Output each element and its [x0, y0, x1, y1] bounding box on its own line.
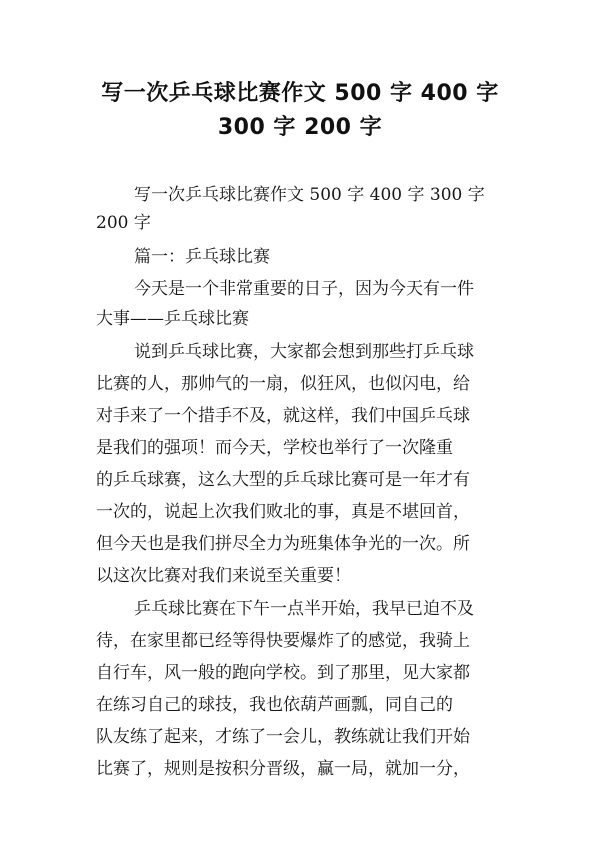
body-line: 今天是一个非常重要的日子，因为今天有一件 — [134, 279, 474, 299]
body-line: 说到乒乓球比赛，大家都会想到那些打乒乓球 — [134, 342, 474, 362]
body-line: 的乒乓球赛，这么大型的乒乓球比赛可是一年才有 — [96, 470, 470, 490]
body-line: 比赛的人，那帅气的一扇，似狂风，也似闪电，给 — [96, 374, 470, 394]
document-title-line-1: 写一次乒乓球比赛作文 500 字 400 字 — [101, 81, 499, 106]
body-line: 以这次比赛对我们来说至关重要！ — [96, 566, 351, 586]
body-line: 队友练了起来，才练了一会儿，教练就让我们开始 — [96, 727, 470, 747]
body-line: 但今天也是我们拼尽全力为班集体争光的一次。所 — [96, 534, 470, 554]
body-line: 200 字 — [96, 213, 151, 233]
body-line: 待，在家里都已经等得快要爆炸了的感觉，我骑上 — [96, 631, 470, 651]
body-line: 一次的，说起上次我们败北的事，真是不堪回首， — [96, 502, 470, 522]
document-title-line-2: 300 字 200 字 — [217, 115, 383, 140]
body-line: 是我们的强项！而今天，学校也举行了一次隆重 — [96, 438, 453, 458]
body-line: 乒乓球比赛在下午一点半开始，我早已迫不及 — [134, 599, 474, 619]
body-line: 比赛了，规则是按积分晋级，赢一局，就加一分， — [96, 759, 470, 779]
body-line: 写一次乒乓球比赛作文 500 字 400 字 300 字 — [134, 185, 485, 205]
section-heading: 篇一：乒乓球比赛 — [134, 247, 270, 267]
body-line: 大事——乒乓球比赛 — [96, 309, 249, 329]
body-line: 在练习自己的球技，我也依葫芦画瓢，同自己的 — [96, 695, 453, 715]
body-line: 自行车，风一般的跑向学校。到了那里，见大家都 — [96, 663, 470, 683]
body-line: 对手来了一个措手不及，就这样，我们中国乒乓球 — [96, 406, 470, 426]
